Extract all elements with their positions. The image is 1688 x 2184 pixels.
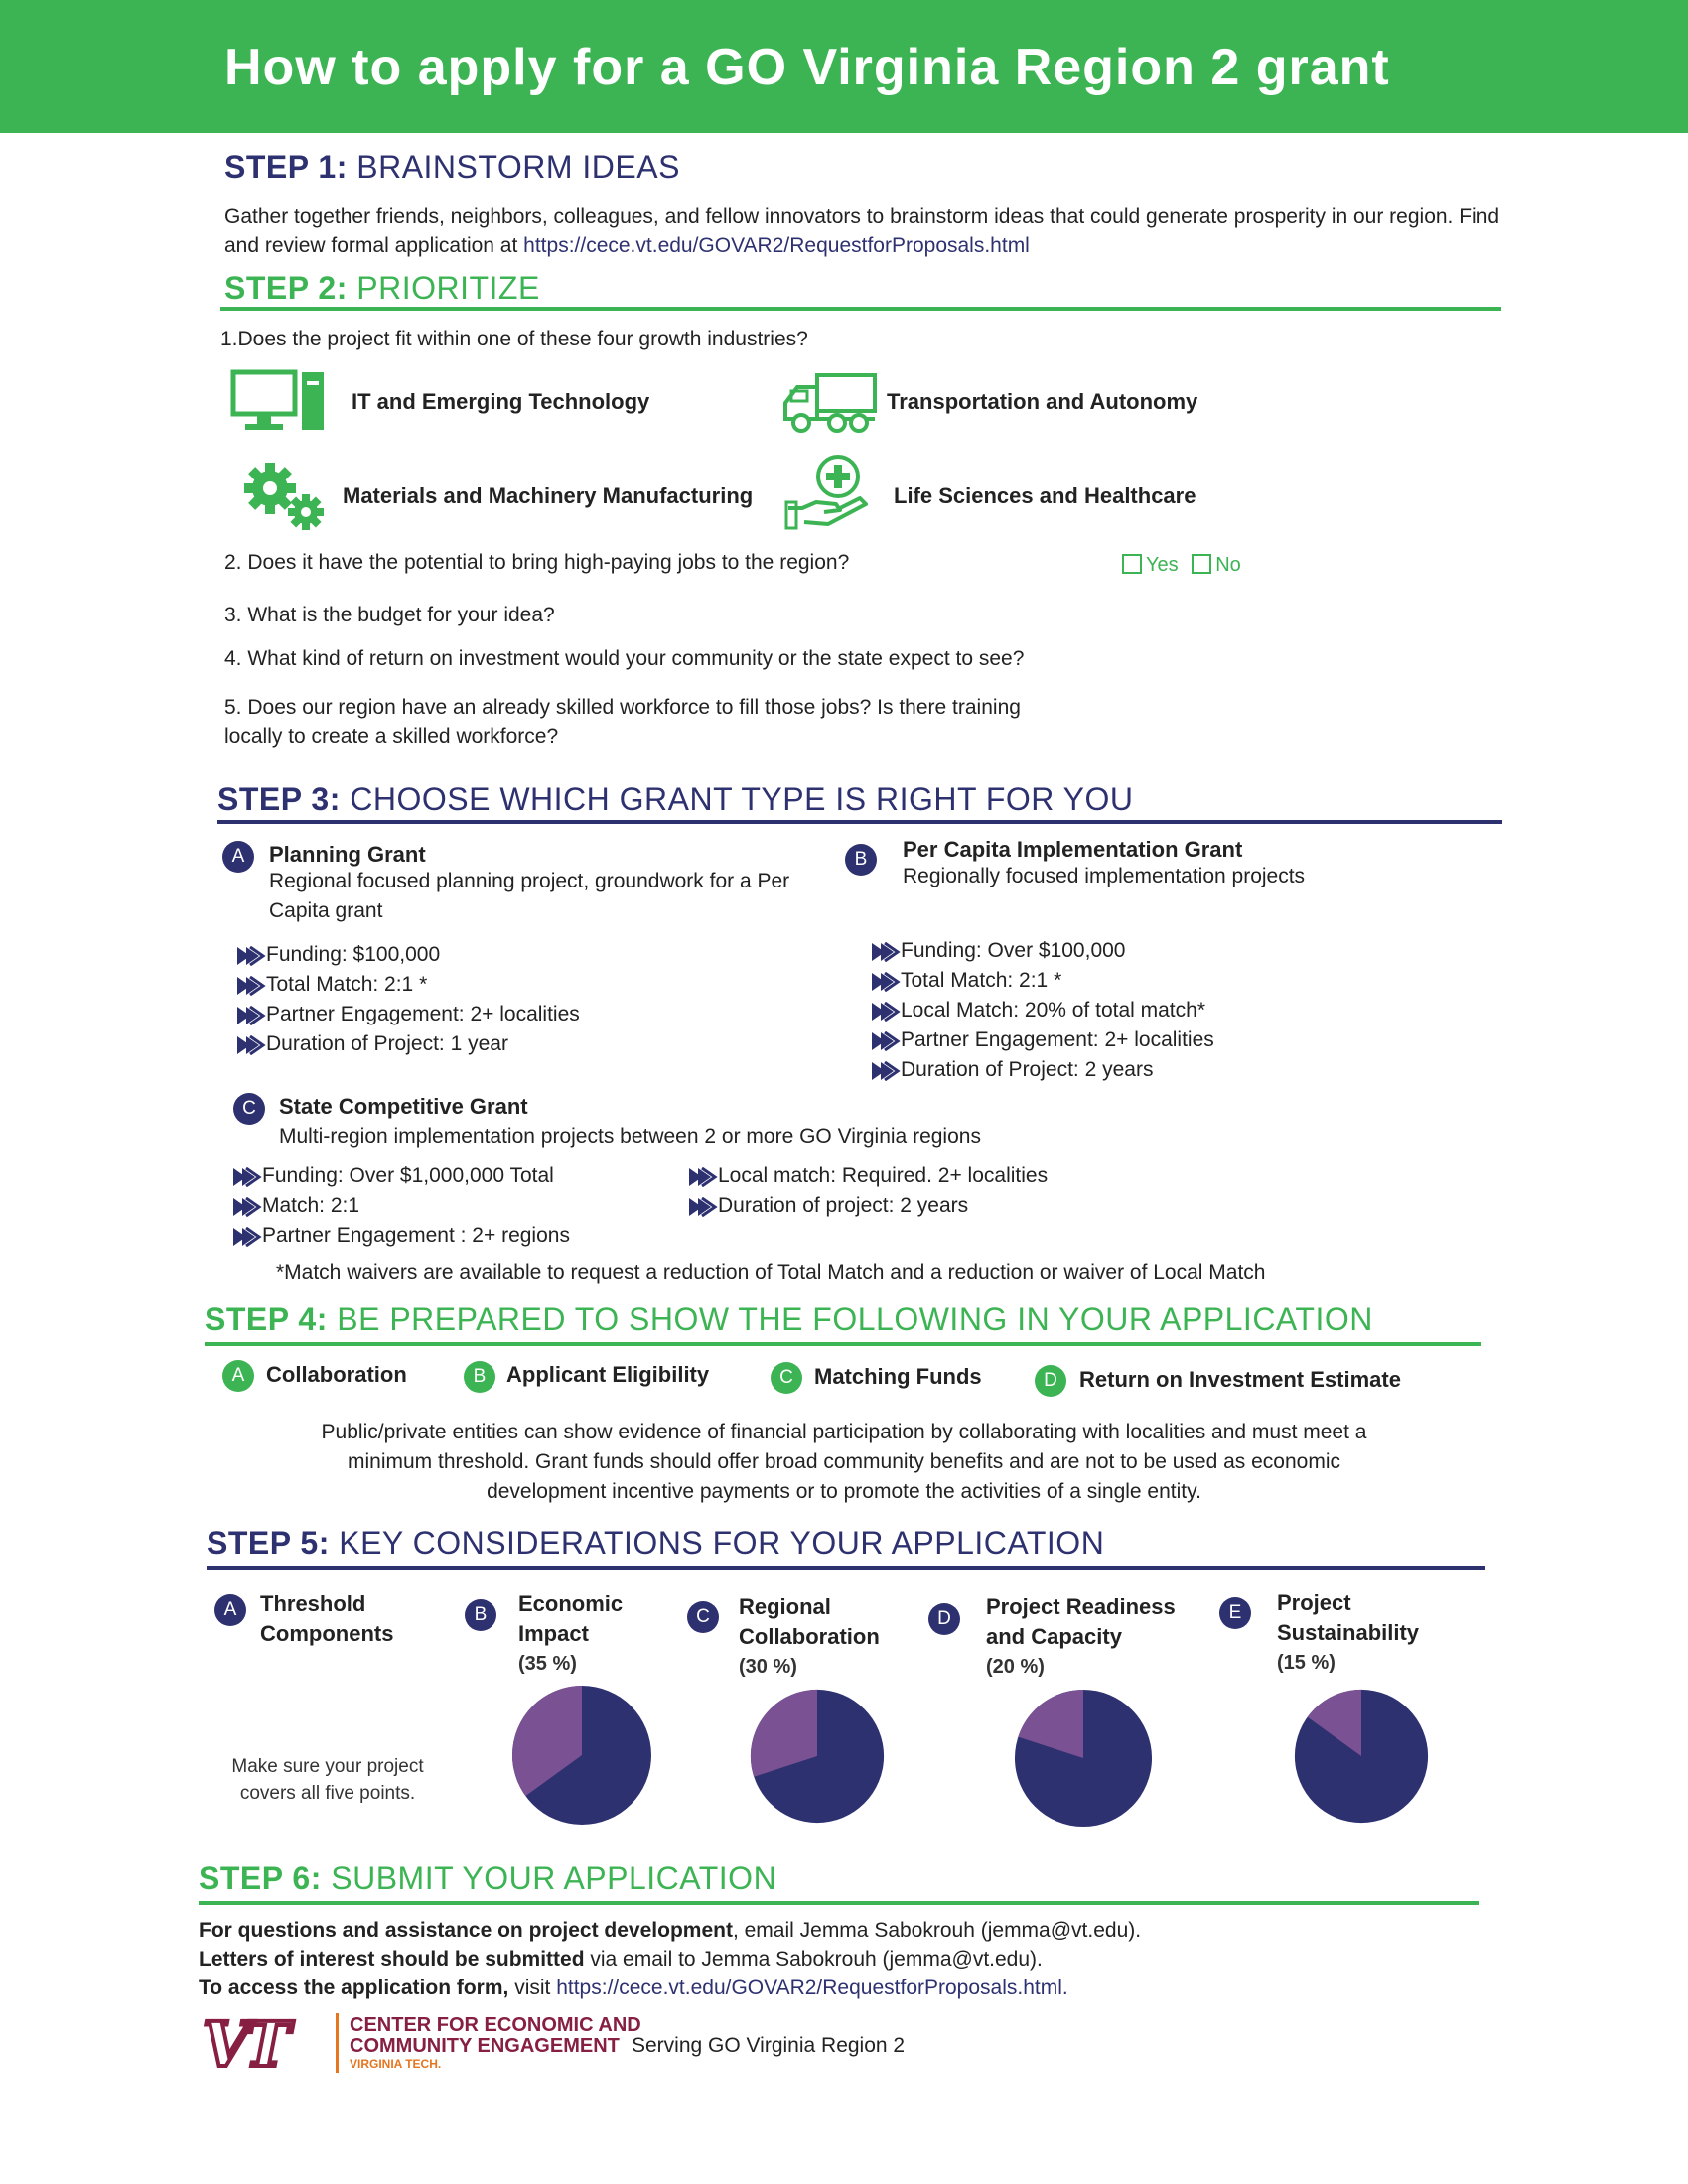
step6-rule [199,1901,1479,1905]
truck-icon [779,369,879,435]
threshold-note: Make sure your project covers all five points. [231,1756,424,1804]
list-item: Match: 2:1 [232,1191,570,1221]
requirement-roi: Return on Investment Estimate [1079,1367,1401,1392]
pie-economic-impact [510,1684,653,1827]
grant-b-badge: B [845,844,877,876]
list-item: Partner Engagement : 2+ regions [232,1221,570,1251]
match-waiver-note: *Match waivers are available to request a reduction of Total Match and a reduction or waiver of Local Match [276,1261,1266,1284]
grant-c-badge: C [233,1093,265,1125]
list-item: Partner Engagement: 2+ localities [871,1025,1214,1055]
grant-c-list-left [232,1161,570,1251]
arrow-bullet-icon [871,942,901,962]
gears-icon [240,459,330,532]
arrow-bullet-icon [236,1035,266,1055]
step6-heading: STEP 6: SUBMIT YOUR APPLICATION [199,1860,777,1896]
list-item: Partner Engagement: 2+ localities [236,1000,580,1029]
yes-no-checkboxes: Yes No [1122,554,1241,577]
arrow-bullet-icon [236,976,266,996]
requirement-matching-funds: Matching Funds [814,1364,982,1389]
step1-text: Gather together friends, neighbors, colleagues, and fellow innovators to brainstorm ideas that could generate prosperity in our region. Find and review formal application at https://cece.vt.edu/GOVAR2/RequestforProposals.html [224,205,1500,257]
arrow-bullet-icon [871,1061,901,1081]
list-item: Funding: $100,000 [236,940,580,970]
org-name: CENTER FOR ECONOMIC AND COMMUNITY ENGAGEMENT VIRGINIA TECH. [350,2014,641,2071]
step2-question-3: 3. What is the budget for your idea? [224,604,555,626]
vt-logo: VT [203,2008,285,2081]
step5-rule [207,1566,1485,1570]
grant-b-desc: Regionally focused implementation projects [903,865,1306,887]
step2-heading: STEP 2: PRIORITIZE [224,270,540,306]
step2-question-4: 4. What kind of return on investment would your community or the state expect to see? [224,647,1025,670]
list-item: Local Match: 20% of total match* [871,996,1214,1025]
pie-project-sustainability [1293,1688,1430,1825]
yes-checkbox[interactable] [1122,554,1142,574]
step6-line-2: Letters of interest should be submitted via email to Jemma Sabokrouh (jemma@vt.edu). [199,1948,1043,1971]
arrow-bullet-icon [688,1197,718,1217]
requirement-eligibility: Applicant Eligibility [506,1362,710,1387]
criterion-e-badge: E [1219,1597,1251,1629]
step4-rule [205,1342,1481,1346]
step4-text [199,1418,1489,1507]
criterion-b-badge: B [465,1599,496,1631]
step6-line-3: To access the application form, visit https://cece.vt.edu/GOVAR2/RequestforProposals.html. [199,1977,1068,1999]
industry-materials: Materials and Machinery Manufacturing [343,483,754,508]
arrow-bullet-icon [871,972,901,992]
grant-c-title: State Competitive Grant [279,1094,528,1119]
step2-question-1: 1.Does the project fit within one of these four growth industries? [220,328,808,350]
list-item: Funding: Over $100,000 [871,936,1214,966]
grant-b-list [871,936,1214,1085]
industry-it: IT and Emerging Technology [352,389,650,414]
grant-c-desc: Multi-region implementation projects between 2 or more GO Virginia regions [279,1125,981,1148]
step5-heading: STEP 5: KEY CONSIDERATIONS FOR YOUR APPLICATION [207,1525,1105,1561]
application-form-link[interactable]: https://cece.vt.edu/GOVAR2/RequestforProposals.html. [556,1977,1068,1999]
step4-badge-a: A [222,1360,254,1392]
step2-question-2: 2. Does it have the potential to bring high-paying jobs to the region? [224,551,850,574]
criterion-e-label: Project Sustainability (15 %) [1277,1590,1420,1674]
no-checkbox[interactable] [1192,554,1211,574]
grant-a-list [236,940,580,1059]
list-item: Total Match: 2:1 * [871,966,1214,996]
grant-a-badge: A [222,841,254,873]
grant-c-list-right [688,1161,1048,1221]
criterion-d-label: Project Readiness and Capacity (20 %) [986,1594,1176,1678]
list-item: Total Match: 2:1 * [236,970,580,1000]
step4-text-line: development incentive payments or to promote the activities of a single entity. [487,1480,1201,1503]
step4-badge-d: D [1035,1365,1066,1397]
industry-transportation: Transportation and Autonomy [887,389,1198,414]
threshold-badge: A [214,1594,246,1626]
step4-badge-b: B [464,1361,495,1393]
arrow-bullet-icon [871,1031,901,1051]
criterion-c-badge: C [687,1601,719,1633]
step4-text-line: Public/private entities can show evidence of financial participation by collaborating with localities and must meet a [321,1421,1367,1443]
step2-rule [220,307,1501,311]
threshold-label: Threshold Components [260,1591,394,1646]
step3-rule [217,820,1502,824]
arrow-bullet-icon [236,946,266,966]
arrow-bullet-icon [871,1002,901,1022]
computer-icon [230,369,330,435]
serving-region: Serving GO Virginia Region 2 [632,2034,906,2057]
list-item: Duration of Project: 1 year [236,1029,580,1059]
medical-hand-icon [784,453,874,532]
step4-badge-c: C [771,1362,802,1394]
requirement-collaboration: Collaboration [266,1362,407,1387]
step2-question-5b: locally to create a skilled workforce? [224,725,559,748]
arrow-bullet-icon [236,1006,266,1025]
grant-a-title: Planning Grant [269,842,426,867]
list-item: Duration of Project: 2 years [871,1055,1214,1085]
criterion-b-label: Economic Impact (35 %) [518,1591,624,1675]
criterion-d-badge: D [928,1603,960,1635]
step2-question-5a: 5. Does our region have an already skilled workforce to fill those jobs? Is there training [224,696,1021,719]
list-item: Funding: Over $1,000,000 Total [232,1161,570,1191]
list-item: Local match: Required. 2+ localities [688,1161,1048,1191]
page-title: How to apply for a GO Virginia Region 2 grant [224,39,1390,96]
logo-divider [336,2013,339,2073]
criterion-c-label: Regional Collaboration (30 %) [739,1594,880,1678]
step6-line-1: For questions and assistance on project development, email Jemma Sabokrouh (jemma@vt.edu). [199,1919,1142,1942]
pie-project-readiness [1013,1688,1154,1829]
arrow-bullet-icon [688,1167,718,1187]
step4-heading: STEP 4: BE PREPARED TO SHOW THE FOLLOWING IN YOUR APPLICATION [205,1301,1373,1337]
step4-text-line: minimum threshold. Grant funds should offer broad community benefits and are not to be used as economic [348,1450,1340,1473]
grant-a-desc: Regional focused planning project, groundwork for a Per Capita grant [269,870,790,922]
rfp-link[interactable]: https://cece.vt.edu/GOVAR2/RequestforProposals.html [523,234,1030,257]
pie-regional-collaboration [749,1688,886,1825]
arrow-bullet-icon [232,1227,262,1247]
arrow-bullet-icon [232,1167,262,1187]
arrow-bullet-icon [232,1197,262,1217]
grant-b-title: Per Capita Implementation Grant [903,837,1243,862]
step3-heading: STEP 3: CHOOSE WHICH GRANT TYPE IS RIGHT FOR YOU [217,781,1134,817]
step1-heading: STEP 1: BRAINSTORM IDEAS [224,149,680,185]
list-item: Duration of project: 2 years [688,1191,1048,1221]
industry-life-sciences: Life Sciences and Healthcare [894,483,1196,508]
